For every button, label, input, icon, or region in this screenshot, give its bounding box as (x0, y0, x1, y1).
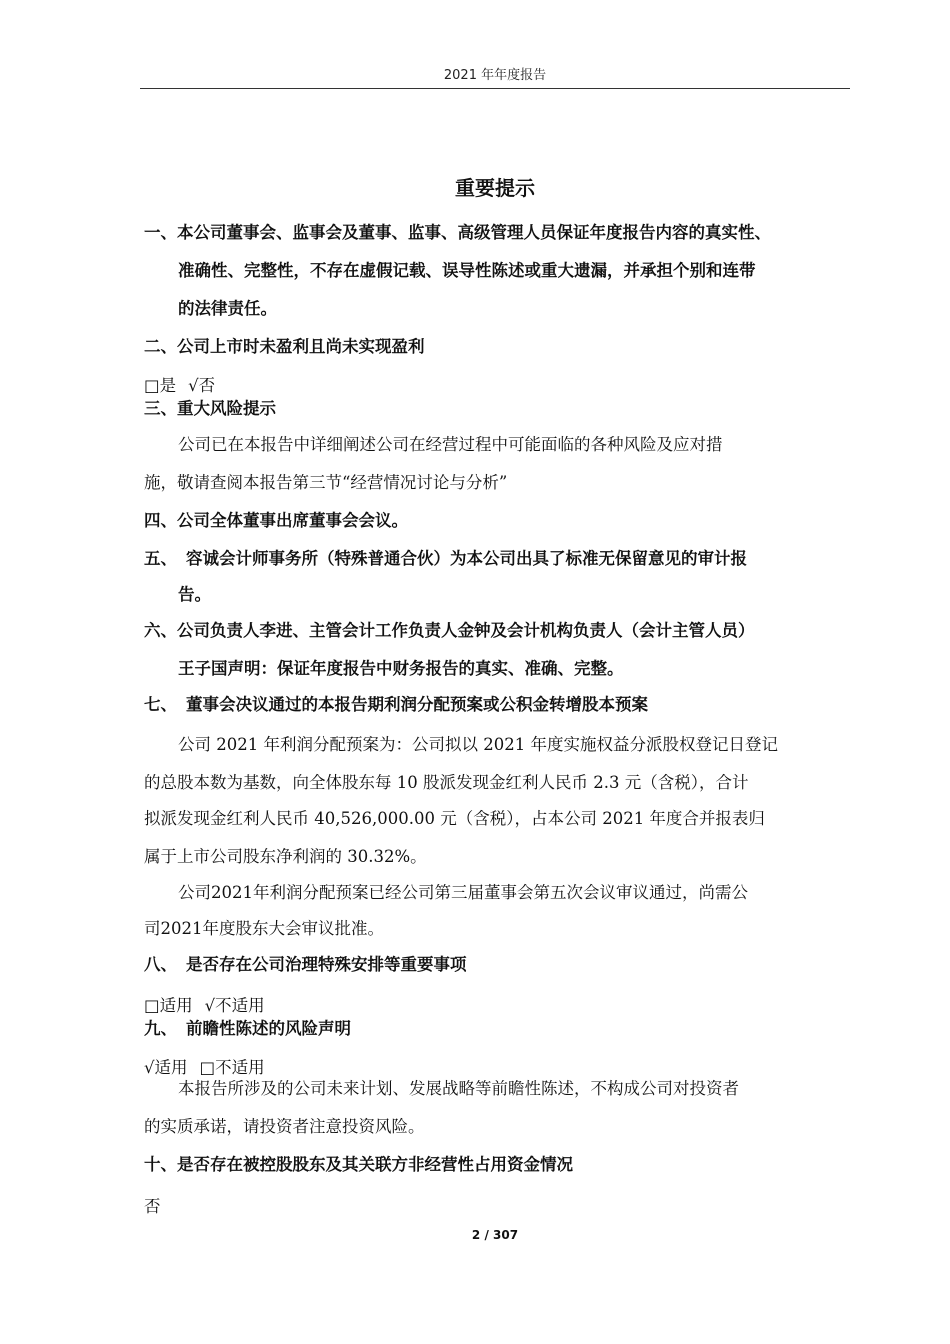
section-1-line-1: 本公司董事会、监事会及董事、监事、高级管理人员保证年度报告内容的真实性、 (177, 223, 771, 242)
section-2-text: 公司上市时未盈利且尚未实现盈利 (177, 337, 425, 356)
section-4-number: 四、 (144, 511, 177, 530)
section-7-p2-line-1: 公司2021年利润分配预案已经公司第三届董事会第五次会议审议通过，尚需公 (178, 883, 748, 902)
section-7-p1-line-2: 的总股本数为基数，向全体股东每 10 股派发现金红利人民币 2.3 元（含税），合计 (144, 773, 749, 792)
section-1-line-2: 准确性、完整性，不存在虚假记载、误导性陈述或重大遗漏，并承担个别和连带 (178, 261, 756, 280)
section-3-para-line-1: 公司已在本报告中详细阐述公司在经营过程中可能面临的各种风险及应对措 (178, 435, 723, 454)
section-3-number: 三、 (144, 399, 177, 418)
section-9-text: 前瞻性陈述的风险声明 (186, 1019, 351, 1038)
page-title: 重要提示 (455, 176, 535, 200)
running-header: 2021 年年度报告 (443, 68, 547, 83)
option-not-applicable-checked: √不适用 (204, 996, 265, 1015)
section-2-number: 二、 (144, 337, 177, 356)
section-1-line-3: 的法律责任。 (178, 299, 277, 318)
section-2-heading (144, 328, 856, 366)
section-7-text: 董事会决议通过的本报告期利润分配预案或公积金转增股本预案 (186, 695, 648, 714)
section-7-p1-line-4: 属于上市公司股东净利润的 30.32%。 (144, 847, 427, 866)
section-8-heading (144, 946, 856, 984)
section-8-text: 是否存在公司治理特殊安排等重要事项 (186, 955, 467, 974)
section-3-heading (144, 390, 856, 428)
section-7-heading (144, 686, 856, 724)
section-4-heading (144, 502, 856, 540)
section-6-line-2: 王子国声明：保证年度报告中财务报告的真实、准确、完整。 (178, 659, 624, 678)
option-applicable-checked: √适用 (144, 1058, 188, 1077)
section-5-line-1: 容诚会计师事务所（特殊普通合伙）为本公司出具了标准无保留意见的审计报 (186, 549, 747, 568)
section-1-heading (144, 214, 856, 252)
section-3-text: 重大风险提示 (177, 399, 276, 418)
section-6-line-1: 公司负责人李进、主管会计工作负责人金钟及会计机构负责人（会计主管人员） (177, 621, 755, 640)
section-5-heading (144, 540, 856, 578)
section-8-number: 八、 (144, 955, 177, 974)
option-yes: □是 (144, 376, 177, 395)
section-1-number: 一、 (144, 223, 177, 242)
header-rule (140, 88, 850, 89)
section-9-number: 九、 (144, 1019, 177, 1038)
section-10-heading (144, 1146, 856, 1184)
section-10-answer: 否 (144, 1197, 161, 1216)
section-10-number: 十、 (144, 1155, 177, 1174)
section-9-para-line-1: 本报告所涉及的公司未来计划、发展战略等前瞻性陈述，不构成公司对投资者 (178, 1079, 739, 1098)
section-9-heading (144, 1010, 856, 1048)
option-applicable: □适用 (144, 996, 193, 1015)
section-7-p1-line-3: 拟派发现金红利人民币 40,526,000.00 元（含税），占本公司 2021 年度合并报表归 (144, 809, 765, 828)
section-9-para-line-2: 的实质承诺，请投资者注意投资风险。 (144, 1117, 425, 1136)
option-no-checked: √否 (188, 376, 216, 395)
section-10-text: 是否存在被控股股东及其关联方非经营性占用资金情况 (177, 1155, 573, 1174)
section-7-p1-line-1: 公司 2021 年利润分配预案为：公司拟以 2021 年度实施权益分派股权登记日登记 (178, 735, 778, 754)
section-7-number: 七、 (144, 695, 177, 714)
section-7-p2-line-2: 司2021年度股东大会审议批准。 (144, 919, 384, 938)
section-5-line-2: 告。 (178, 585, 211, 604)
section-5-number: 五、 (144, 549, 177, 568)
option-not-applicable: □不适用 (199, 1058, 265, 1077)
section-4-text: 公司全体董事出席董事会会议。 (177, 511, 408, 530)
section-6-heading (144, 612, 856, 650)
page-number: 2 / 307 (471, 1228, 519, 1242)
section-6-number: 六、 (144, 621, 177, 640)
section-3-para-line-2: 施，敬请查阅本报告第三节“经营情况讨论与分析” (144, 473, 508, 492)
